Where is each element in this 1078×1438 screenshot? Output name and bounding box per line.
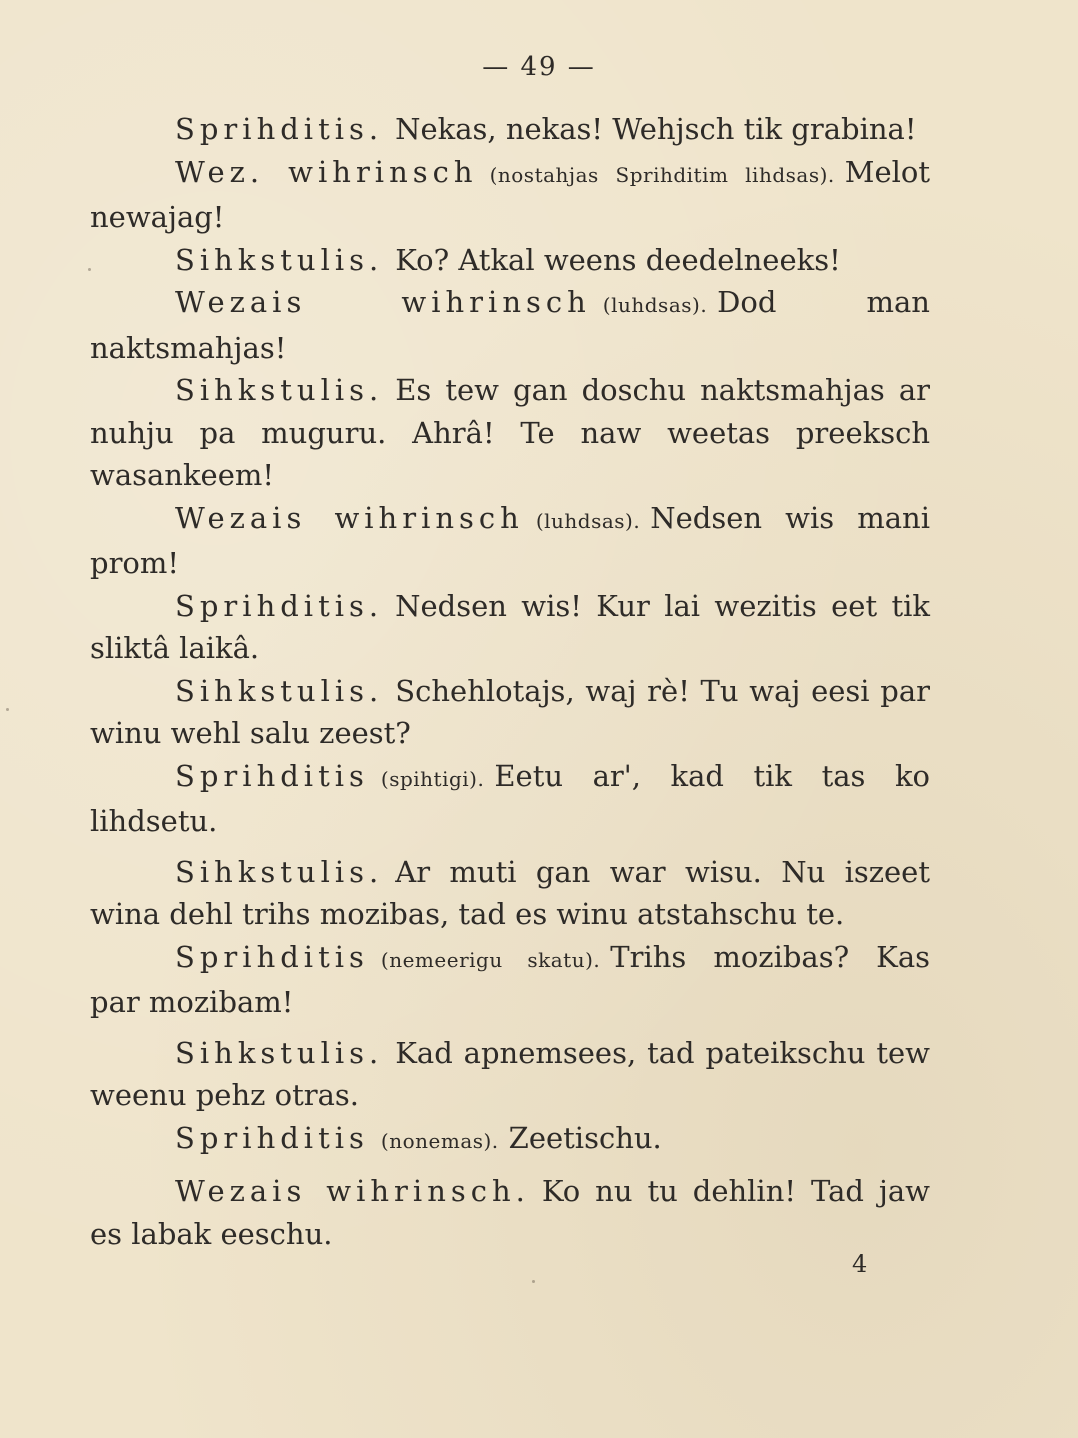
speaker-name: Sprihditis. xyxy=(175,112,384,146)
spoken-text: Es tew gan doschu naktsmahjas ar nuhju pa muguru. Ahrâ! Te naw weetas preeksch wasankeem! xyxy=(90,373,930,492)
dialogue-line xyxy=(90,108,930,151)
speaker-name: Sprihditis. xyxy=(175,588,384,623)
page-number: — 49 — xyxy=(482,52,596,82)
dialogue-line xyxy=(90,1032,930,1117)
dialogue-line xyxy=(90,281,930,369)
speaker-name: Sihkstulis. xyxy=(175,673,384,708)
spoken-text: Nedsen wis! Kur lai wezitis eet tik sliktâ laikâ. xyxy=(90,588,930,665)
dialogue-line xyxy=(90,497,930,585)
paper-speck xyxy=(88,268,91,271)
dialogue-line xyxy=(90,585,930,670)
spoken-text: Kad apnemsees, tad pateikschu tew weenu pehz otras. xyxy=(90,1035,930,1112)
spoken-text: Nedsen wis mani prom! xyxy=(90,500,930,580)
dialogue-text xyxy=(90,108,930,1255)
speaker-name: Wezais wihrinsch xyxy=(175,500,524,535)
speaker-name: Sihkstulis. xyxy=(175,242,384,277)
stage-direction: (spihtigi). xyxy=(380,766,485,791)
stage-direction: (nostahjas Sprihditim lihdsas). xyxy=(489,162,835,187)
dialogue-line xyxy=(90,936,930,1024)
spoken-text: Eetu ar', kad tik tas ko lihdsetu. xyxy=(90,758,930,838)
spoken-text: Ar muti gan war wisu. Nu iszeet wina dehl trihs mozibas, tad es winu atstahschu te. xyxy=(90,854,930,931)
spoken-text: Ko nu tu dehlin! Tad jaw es labak eeschu. xyxy=(90,1174,930,1251)
dialogue-line xyxy=(90,239,930,282)
speaker-name: Wezais wihrinsch. xyxy=(175,1174,530,1208)
paper-speck xyxy=(6,708,9,711)
speaker-name: Sihkstulis. xyxy=(175,854,384,889)
dialogue-line xyxy=(90,851,930,936)
stage-direction: (luhdsas). xyxy=(535,508,641,533)
stage-direction: (nonemas). xyxy=(380,1128,499,1153)
spoken-text: Melot newajag! xyxy=(90,154,930,234)
dialogue-line xyxy=(90,1117,930,1163)
dialogue-line xyxy=(90,151,930,239)
spoken-text: Trihs mozibas? Kas par mozibam! xyxy=(90,939,930,1019)
dialogue-line xyxy=(90,755,930,843)
spoken-text: Zeetischu. xyxy=(508,1120,662,1155)
printer-signature: 4 xyxy=(852,1250,868,1278)
spoken-text: Ko? Atkal weens deedelneeks! xyxy=(395,242,841,277)
stage-direction: (nemeerigu skatu). xyxy=(380,947,601,972)
speaker-name: Wez. wihrinsch xyxy=(175,154,478,189)
speaker-name: Sprihditis xyxy=(175,939,369,974)
spoken-text: Schehlotajs, waj rè! Tu waj eesi par winu wehl salu zeest? xyxy=(90,673,930,750)
dialogue-line xyxy=(90,670,930,755)
spoken-text: Nekas, nekas! Wehjsch tik grabina! xyxy=(395,112,917,146)
speaker-name: Wezais wihrinsch xyxy=(175,285,591,319)
speaker-name: Sihkstulis. xyxy=(175,1035,384,1070)
dialogue-line xyxy=(90,369,930,497)
paper-speck xyxy=(532,1280,535,1283)
dialogue-line xyxy=(90,1170,930,1255)
spoken-text: Dod man naktsmahjas! xyxy=(90,285,930,365)
stage-direction: (luhdsas). xyxy=(602,293,708,317)
speaker-name: Sihkstulis. xyxy=(175,373,384,407)
speaker-name: Sprihditis xyxy=(175,1120,369,1155)
speaker-name: Sprihditis xyxy=(175,758,369,793)
